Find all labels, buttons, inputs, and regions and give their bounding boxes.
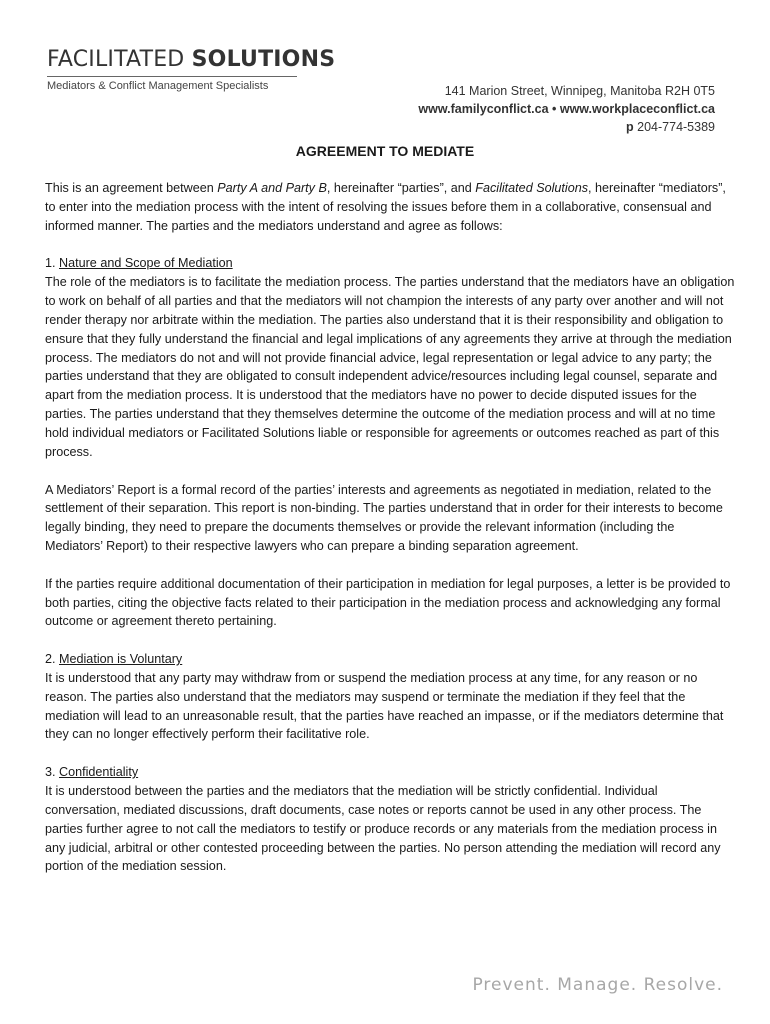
section-paragraph: A Mediators’ Report is a formal record of the parties’ interests and agreements as negotiated in mediation, related to the settlement of their separation. This report is non-binding. The parties understand that in order for their interests to become legally binding, they need to prepare the documents themselves or provide the relevant information (including the Mediators’ Report) to their respective lawyers who can prepare a binding separation agreement. [45,482,723,554]
section-number: 3. [45,765,60,780]
websites-line: www.familyconflict.ca • www.workplaceconflict.ca [418,102,715,116]
contact-block [418,82,715,136]
footer-slogan: Prevent. Manage. Resolve. [472,975,723,995]
section-paragraph: It is understood that any party may withdraw from or suspend the mediation process at any time, for any reason or no reason. The parties also understand that the mediators may suspend or terminate the mediation if they feel that the mediation will lead to an unreasonable result, that the parties have reached an impasse, or if the mediators determine that they can no longer effectively perform their facilitative role. [45,670,724,742]
address-line: 141 Marion Street, Winnipeg, Manitoba R2H 0T5 [444,84,715,98]
section-heading [45,650,735,669]
section-number: 1. [45,256,60,271]
section-title: Nature and Scope of Mediation [59,256,233,271]
phone-line [418,118,715,136]
section-paragraph: It is understood between the parties and the mediators that the mediation will be strictly confidential. Individual conversation, mediated discussions, draft documents, case notes or reports cannot be used in any other process. The parties further agree to not call the mediators to testify or produce records or any materials from the mediation process in any judicial, arbitral or other contested proceeding between the parties. No person attending the mediation will record any portion of the mediation session. [45,784,721,874]
intro-text-2: , hereinafter “parties”, and [326,181,476,195]
intro-paragraph [45,179,735,236]
section-title: Mediation is Voluntary [59,652,183,667]
intro-organization: Facilitated Solutions [475,181,589,195]
agreement-body [45,179,735,895]
section-2 [45,650,735,744]
document-title: AGREEMENT TO MEDIATE [295,143,475,159]
section-number: 2. [45,652,60,667]
intro-parties: Party A and Party B [217,181,327,195]
intro-text-3: , hereinafter “mediators”, to enter into the mediation process with the intent of resolving the issues before them in a collaborative, consensual and informed manner. The parties and the mediators understand and agree as follows: [45,181,726,233]
intro-text-1: This is an agreement between [45,181,218,195]
section-1 [45,254,735,461]
company-logo [47,47,335,72]
section-3 [45,763,735,876]
phone-label: p [626,120,634,134]
section-paragraph: The role of the mediators is to facilitate the mediation process. The parties understand that the mediators have an obligation to work on behalf of all parties and that the mediators will not champion the interests of any party over another and will not render therapy nor arbitrate within the mediation. The parties also understand that it is their responsibility and obligation to ensure that they fully understand the financial and legal implications of any agreements they arrive at through the mediation process. The mediators do not and will not provide financial advice, legal representation or legal advice to any party; the parties understand that they are obligated to consult independent advice/resources including legal counsel, separate and apart from the mediation process. It is understood that the mediators have no power to decide disputed issues for the parties. The parties understand that they themselves determine the outcome of the mediation process and will at no time hold individual mediators or Facilitated Solutions liable or responsible for agreements or outcomes reached as part of this process. [45,275,735,459]
phone-number: 204-774-5389 [637,120,715,134]
section-title: Confidentiality [59,765,139,780]
brand-name-bold: SOLUTIONS [191,47,336,72]
company-tagline: Mediators & Conflict Management Specialists [47,80,269,92]
section-paragraph: If the parties require additional documentation of their participation in mediation for legal purposes, a letter is be provided to both parties, citing the objective facts related to their participation in the mediation process and acknowledging any formal outcome or agreement thereto pertaining. [45,576,731,629]
section-heading [45,254,735,273]
brand-divider [47,76,297,77]
brand-name-light: FACILITATED [47,47,192,72]
section-heading [45,763,735,782]
